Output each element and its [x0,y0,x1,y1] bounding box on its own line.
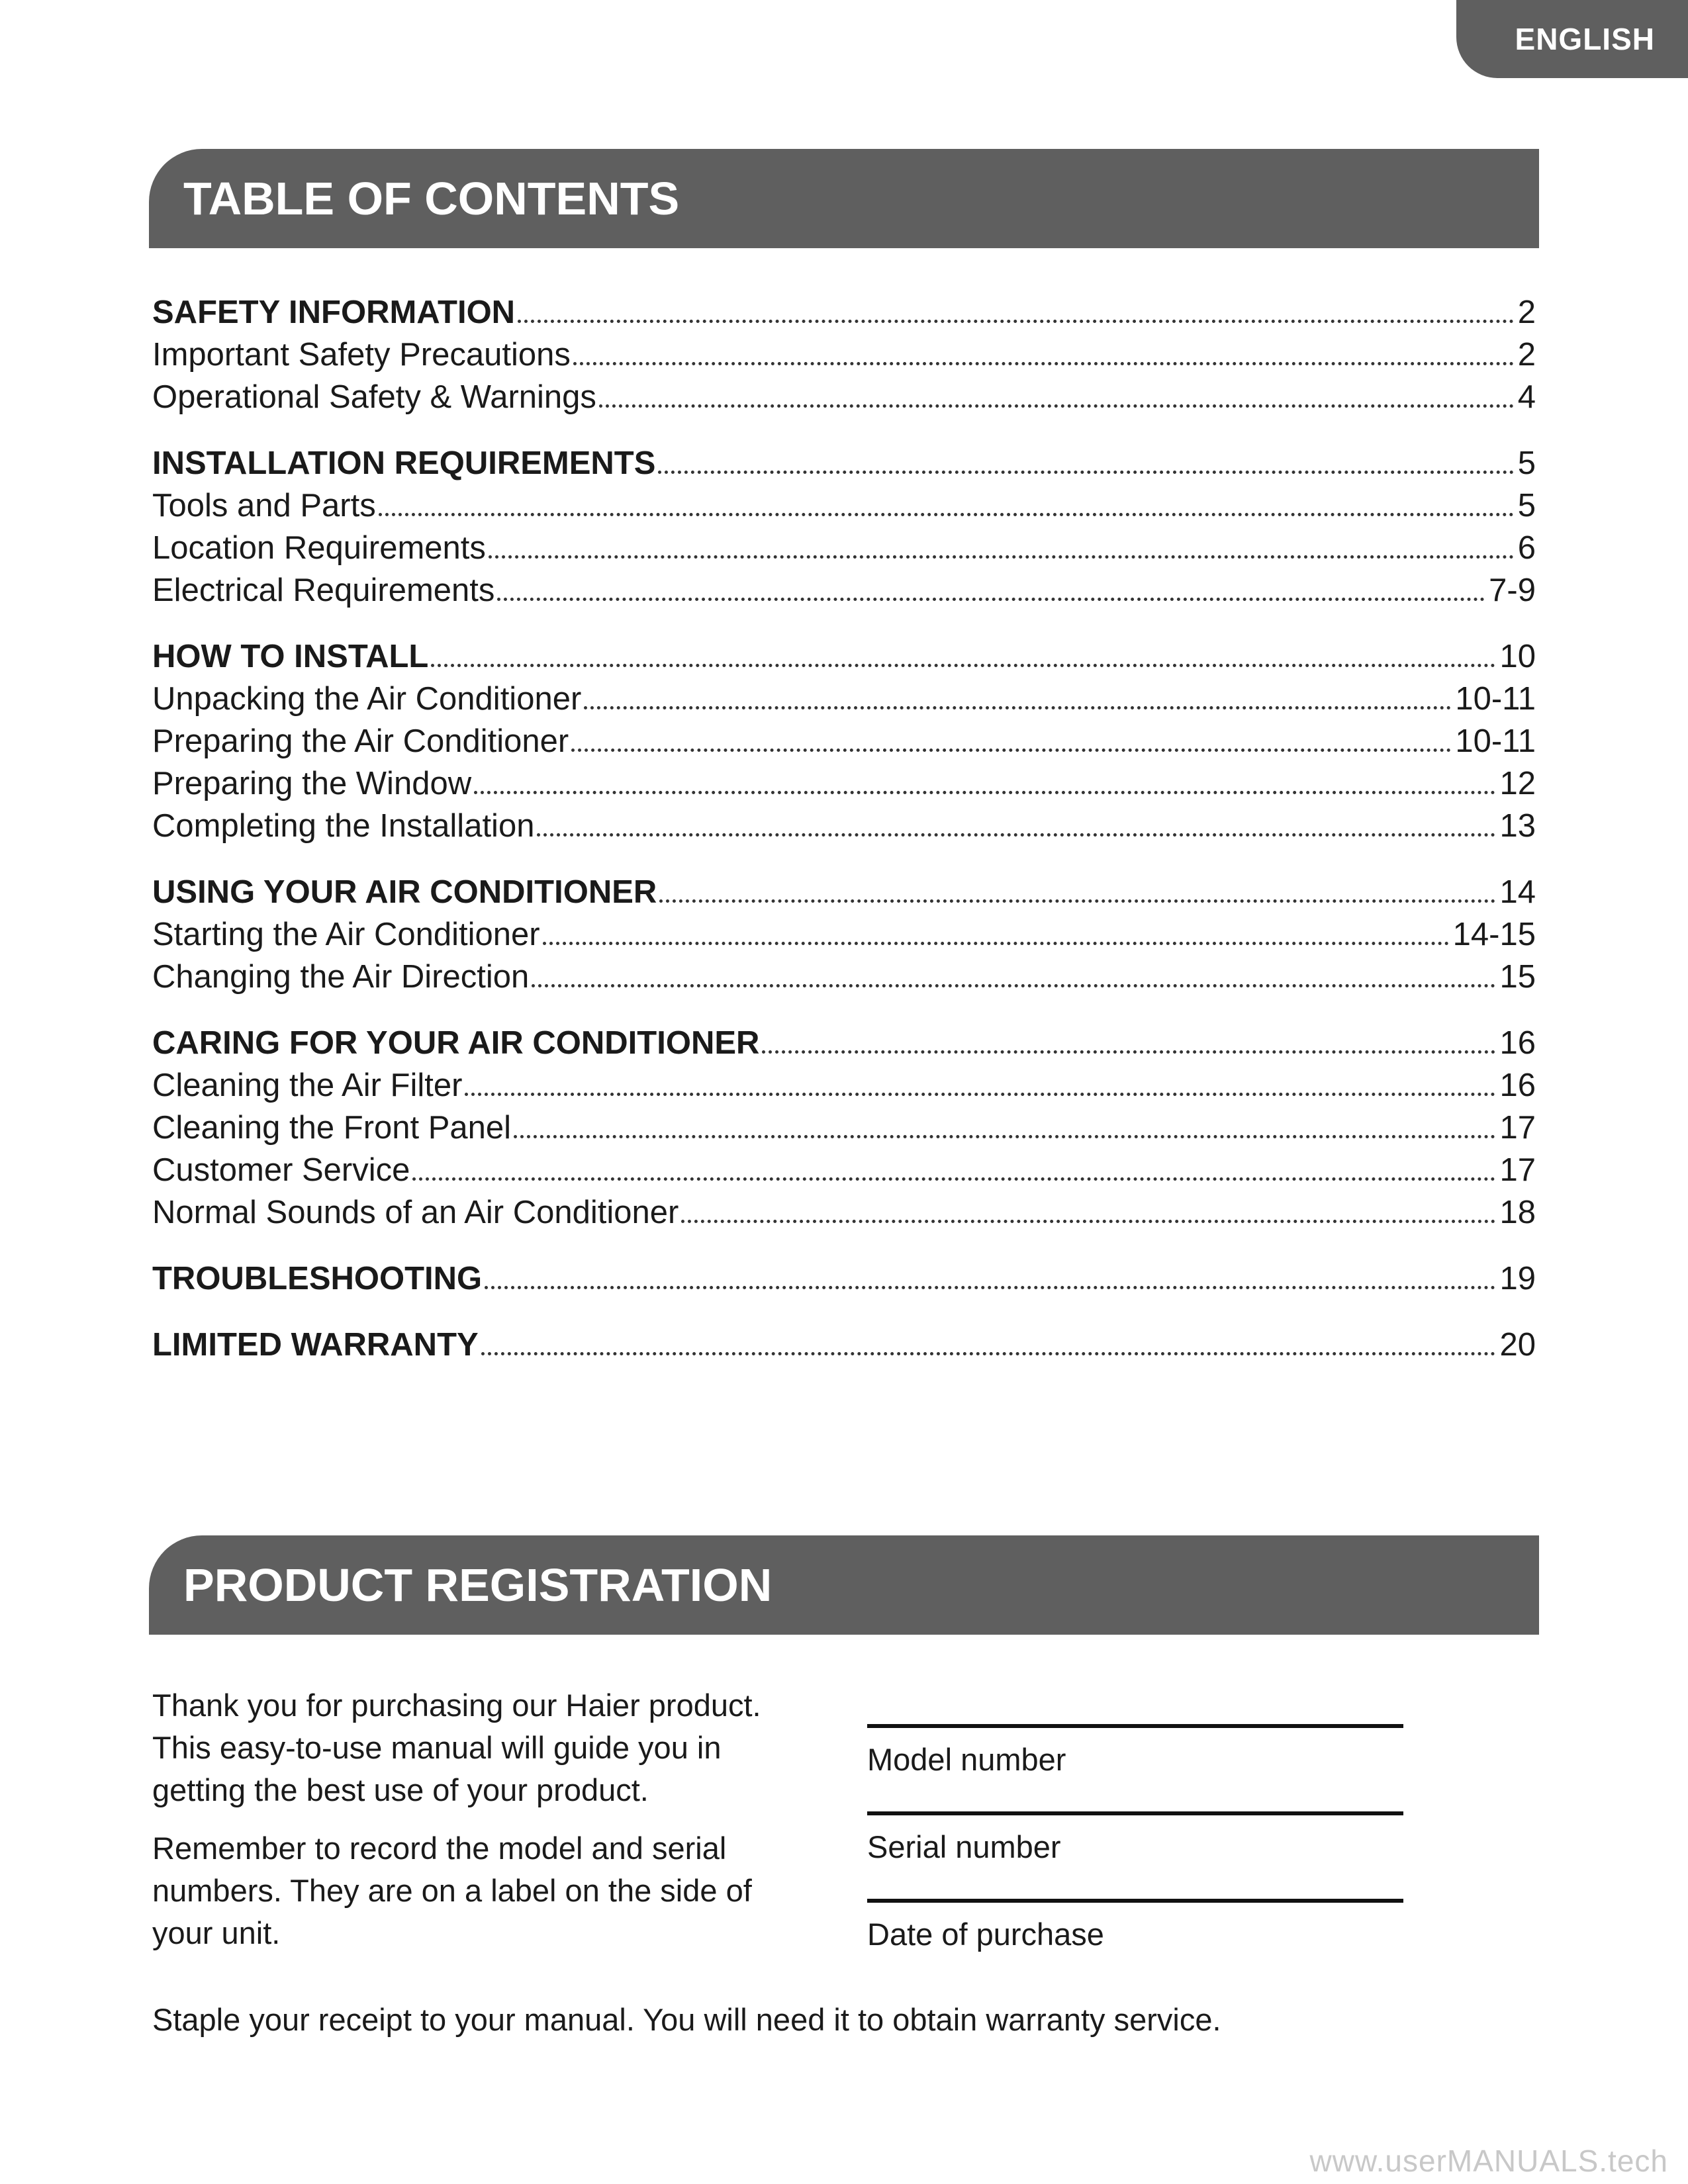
toc-entry-label: INSTALLATION REQUIREMENTS [152,445,656,481]
toc-entry-page: 5 [1517,445,1536,481]
registration-paragraph-2: Remember to record the model and serial numbers. They are on a label on the side of your unit. [152,1831,752,1950]
toc-group [152,635,1536,847]
toc-leader-dots [659,899,1495,903]
toc-leader-dots [489,555,1514,559]
toc-entry-label: Unpacking the Air Conditioner [152,681,582,717]
toc-entry [152,334,1536,376]
toc-entry-label: Customer Service [152,1152,410,1188]
table-of-contents [152,291,1536,1390]
toc-entry-page: 13 [1499,808,1536,844]
toc-section-entry [152,1022,1536,1064]
toc-entry-page: 2 [1517,295,1536,330]
toc-header [149,149,1539,248]
toc-entry-label: LIMITED WARRANTY [152,1327,479,1363]
toc-entry-page: 17 [1499,1110,1536,1146]
toc-entry-label: CARING FOR YOUR AIR CONDITIONER [152,1025,760,1061]
toc-entry-page: 5 [1517,488,1536,523]
toc-group [152,291,1536,418]
serial-number-label: Serial number [867,1829,1061,1864]
toc-section-entry [152,1324,1536,1366]
toc-entry [152,720,1536,762]
toc-entry-label: USING YOUR AIR CONDITIONER [152,874,657,910]
toc-entry [152,1064,1536,1107]
toc-entry [152,569,1536,612]
toc-entry-page: 12 [1499,766,1536,801]
registration-text [152,1684,814,1970]
toc-entry [152,1107,1536,1149]
toc-entry-page: 18 [1499,1195,1536,1230]
toc-entry-page: 16 [1499,1025,1536,1061]
toc-entry-label: Normal Sounds of an Air Conditioner [152,1195,679,1230]
toc-leader-dots [658,471,1513,474]
model-number-label: Model number [867,1742,1066,1777]
toc-leader-dots [497,598,1485,601]
toc-entry [152,1191,1536,1234]
toc-entry-label: Cleaning the Front Panel [152,1110,512,1146]
toc-entry-page: 19 [1499,1261,1536,1297]
toc-leader-dots [474,791,1495,794]
toc-entry [152,956,1536,998]
toc-leader-dots [379,513,1514,516]
toc-entry-label: Preparing the Air Conditioner [152,723,569,759]
toc-section-entry [152,635,1536,678]
registration-fields [867,1724,1403,1986]
registration-header [149,1535,1539,1635]
toc-entry-label: SAFETY INFORMATION [152,295,516,330]
toc-leader-dots [514,1135,1495,1138]
date-of-purchase-field [867,1899,1403,1986]
toc-entry-page: 15 [1499,959,1536,995]
toc-section-entry [152,291,1536,334]
toc-entry-label: Important Safety Precautions [152,337,571,373]
toc-leader-dots [571,749,1451,752]
toc-entry-label: TROUBLESHOOTING [152,1261,483,1297]
toc-entry-page: 10 [1499,639,1536,674]
toc-entry-page: 6 [1517,530,1536,566]
toc-entry-page: 16 [1499,1068,1536,1103]
toc-leader-dots [481,1352,1496,1355]
toc-leader-dots [681,1220,1495,1223]
toc-group [152,1022,1536,1234]
toc-entry-page: 7-9 [1489,572,1536,608]
toc-entry-label: Operational Safety & Warnings [152,379,596,415]
toc-leader-dots [543,942,1449,945]
toc-leader-dots [573,362,1514,365]
toc-section-entry [152,442,1536,484]
toc-entry [152,1149,1536,1191]
toc-title: TABLE OF CONTENTS [183,173,680,224]
date-of-purchase-label: Date of purchase [867,1917,1104,1952]
model-number-field [867,1724,1403,1811]
toc-entry-label: Electrical Requirements [152,572,495,608]
toc-entry-page: 20 [1499,1327,1536,1363]
toc-leader-dots [537,833,1495,837]
toc-entry [152,484,1536,527]
toc-leader-dots [485,1286,1495,1289]
registration-title: PRODUCT REGISTRATION [183,1559,773,1611]
toc-group [152,1324,1536,1366]
toc-entry [152,913,1536,956]
toc-entry [152,376,1536,418]
toc-leader-dots [762,1050,1495,1054]
toc-entry [152,527,1536,569]
toc-entry-page: 14-15 [1452,917,1536,952]
toc-entry-label: HOW TO INSTALL [152,639,429,674]
staple-receipt-note: Staple your receipt to your manual. You will need it to obtain warranty service. [152,2002,1221,2037]
toc-entry [152,678,1536,720]
toc-entry-label: Changing the Air Direction [152,959,530,995]
toc-section-entry [152,871,1536,913]
toc-entry-label: Starting the Air Conditioner [152,917,540,952]
registration-paragraph-1: Thank you for purchasing our Haier product. This easy-to-use manual will guide you in getting the best use of your product. [152,1688,761,1807]
toc-entry [152,762,1536,805]
toc-group [152,871,1536,998]
toc-leader-dots [431,664,1495,667]
toc-entry-page: 14 [1499,874,1536,910]
toc-entry-page: 4 [1517,379,1536,415]
toc-entry-page: 10-11 [1455,681,1536,717]
toc-leader-dots [412,1177,1495,1181]
toc-entry-label: Location Requirements [152,530,486,566]
toc-leader-dots [599,404,1514,408]
serial-number-field [867,1811,1403,1899]
toc-entry-label: Completing the Installation [152,808,535,844]
toc-leader-dots [532,984,1495,987]
toc-group [152,1257,1536,1300]
toc-leader-dots [465,1093,1495,1096]
toc-leader-dots [518,320,1514,323]
watermark: www.userMANUALS.tech [1309,2144,1668,2178]
toc-entry-page: 2 [1517,337,1536,373]
toc-leader-dots [584,706,1451,709]
toc-entry [152,805,1536,847]
toc-entry-label: Tools and Parts [152,488,376,523]
toc-entry-label: Preparing the Window [152,766,472,801]
language-tab: ENGLISH [1456,0,1688,78]
toc-entry-page: 10-11 [1455,723,1536,759]
toc-entry-page: 17 [1499,1152,1536,1188]
toc-group [152,442,1536,612]
toc-section-entry [152,1257,1536,1300]
toc-entry-label: Cleaning the Air Filter [152,1068,463,1103]
